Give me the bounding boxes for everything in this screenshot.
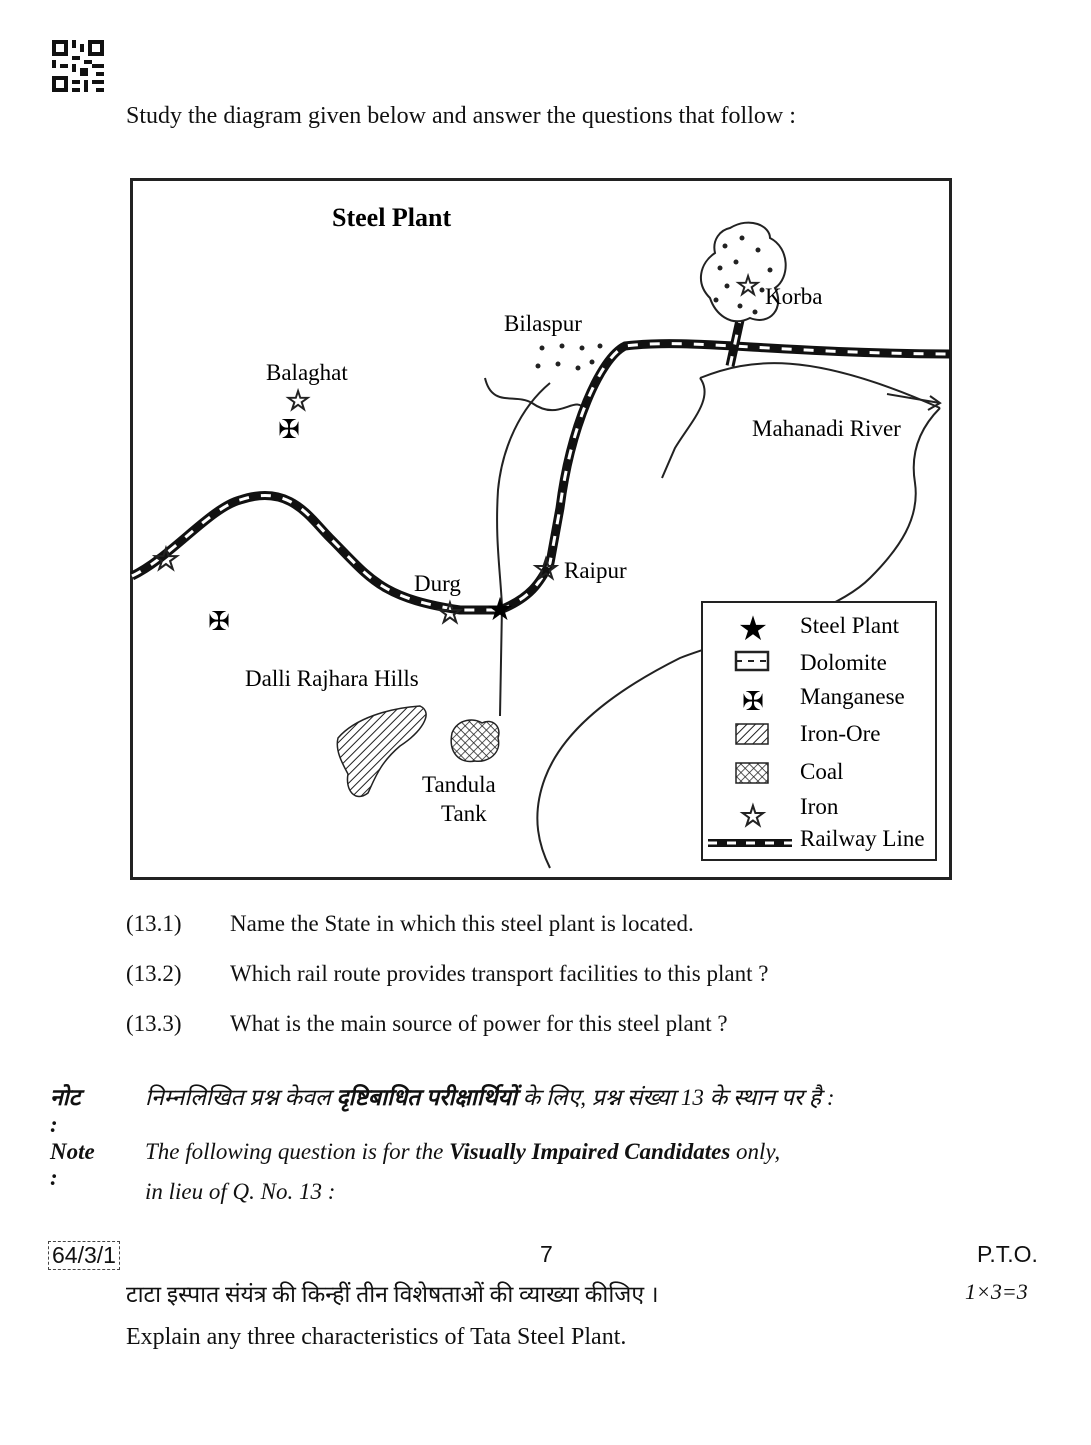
intro-text: Study the diagram given below and answer the questions that follow :: [126, 103, 796, 129]
vi-marks: 1×3=3: [965, 1279, 1028, 1304]
note-english-body: [145, 1139, 780, 1165]
legend-dolomite-icon: [736, 652, 768, 670]
durg-iron-icon: ☆: [436, 597, 464, 630]
balaghat-manganese-icon: ✠: [278, 415, 300, 444]
question-number: (13.1): [126, 911, 182, 936]
legend-label-steel-plant: Steel Plant: [800, 613, 900, 638]
steel-plant-icon: ★: [485, 591, 515, 627]
note-english-bold: Visually Impaired Candidates: [449, 1139, 731, 1164]
legend-manganese-icon: ✠: [742, 687, 764, 716]
label-raipur: Raipur: [564, 558, 627, 583]
tandula-tank-area: [451, 720, 499, 761]
legend-steel-plant-icon: ★: [737, 611, 769, 648]
map-title: Steel Plant: [332, 203, 452, 232]
vi-question-english: Explain any three characteristics of Tata Steel Plant.: [126, 1324, 627, 1350]
legend-label-manganese: Manganese: [800, 684, 905, 709]
label-korba: Korba: [765, 284, 823, 309]
legend-coal-icon: [736, 763, 768, 783]
raipur-iron-icon: ☆: [532, 553, 560, 586]
legend-iron-ore-icon: [736, 724, 768, 744]
west-iron-icon: ☆: [151, 541, 181, 577]
label-balaghat: Balaghat: [266, 360, 348, 385]
legend-label-coal: Coal: [800, 759, 844, 784]
west-manganese-icon: ✠: [208, 607, 230, 636]
label-bilaspur: Bilaspur: [504, 311, 582, 336]
vi-question-hindi: टाटा इस्पात संयंत्र की किन्हीं तीन विशेषताओं की व्याख्या कीजिए ।: [126, 1282, 659, 1307]
legend: [702, 602, 936, 860]
note-english-label: Note :: [50, 1139, 95, 1190]
label-tandula: Tandula: [422, 772, 496, 797]
note-hindi-bold: दृष्टिबाधित परीक्षार्थियों: [336, 1085, 517, 1110]
question-text: Which rail route provides transport facilities to this plant ?: [230, 961, 769, 986]
question-text: Name the State in which this steel plant is located.: [230, 911, 694, 936]
note-hindi-label: नोट :: [50, 1085, 81, 1137]
question-text: What is the main source of power for this steel plant ?: [230, 1011, 728, 1036]
note-english-post: only,: [730, 1139, 781, 1164]
note-english-line2: in lieu of Q. No. 13 :: [145, 1179, 336, 1204]
legend-label-railway-line: Railway Line: [800, 826, 925, 851]
steel-plant-map: [130, 178, 952, 880]
label-durg: Durg: [414, 571, 461, 596]
legend-label-iron-ore: Iron-Ore: [800, 721, 881, 746]
korba-iron-icon: ☆: [735, 271, 761, 302]
label-tank: Tank: [441, 801, 487, 826]
balaghat-iron-icon: ☆: [285, 386, 311, 417]
note-hindi-post: के लिए, प्रश्न संख्या 13 के स्थान पर है :: [516, 1085, 835, 1110]
legend-label-iron: Iron: [800, 794, 839, 819]
question-number: (13.2): [126, 961, 182, 986]
pto-label: P.T.O.: [977, 1241, 1038, 1267]
note-hindi-pre: निम्नलिखित प्रश्न केवल: [145, 1085, 337, 1110]
qr-code: [52, 40, 104, 92]
page-number: 7: [540, 1241, 553, 1267]
paper-code: 64/3/1: [48, 1241, 120, 1270]
legend-label-dolomite: Dolomite: [800, 650, 887, 675]
legend-iron-icon: ☆: [739, 800, 767, 833]
note-hindi-body: [145, 1080, 835, 1112]
label-dalli-rajhara-hills: Dalli Rajhara Hills: [245, 666, 419, 691]
note-english-pre: The following question is for the: [145, 1139, 450, 1164]
question-number: (13.3): [126, 1011, 182, 1036]
label-mahanadi-river: Mahanadi River: [752, 416, 901, 441]
